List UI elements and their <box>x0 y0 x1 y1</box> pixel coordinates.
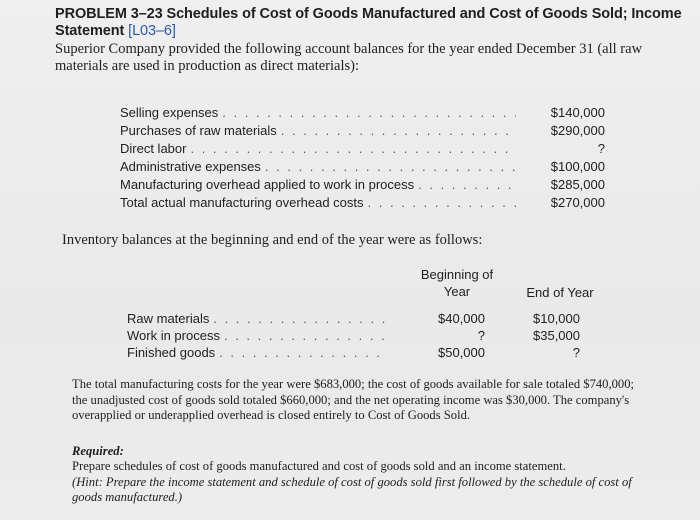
account-row: Purchases of raw materials . . . <box>120 122 520 139</box>
inventory-begin-value: $40,000 <box>438 311 485 326</box>
inventory-row: Work in process . . . <box>127 327 389 344</box>
account-value: $290,000 <box>550 123 605 138</box>
account-row: Total actual manufacturing overhead costs . . . <box>120 194 520 211</box>
column-header-end: End of Year <box>526 285 594 300</box>
account-value: ? <box>597 141 605 156</box>
account-row: Manufacturing overhead applied to work in process . . . <box>120 176 520 193</box>
account-value: $285,000 <box>550 177 605 192</box>
required-hint: (Hint: Prepare the income statement and schedule of cost of goods sold first followed by the schedule of cost of goods manufactured.) <box>72 474 632 504</box>
account-row: Selling expenses . . . <box>120 104 520 121</box>
problem-title-line2: Statement <box>55 23 125 39</box>
account-row: Administrative expenses . . . <box>120 158 520 175</box>
required-text: Prepare schedules of cost of goods manufactured and cost of goods sold and an income statement. <box>72 459 566 473</box>
inventory-row: Raw materials . . . <box>127 310 389 327</box>
account-value: $100,000 <box>550 159 605 174</box>
required-body <box>72 459 652 506</box>
problem-title-line1: PROBLEM 3–23 Schedules of Cost of Goods Manufactured and Cost of Goods Sold; Income <box>55 6 682 22</box>
required-heading: Required: <box>72 444 124 458</box>
inventory-intro: Inventory balances at the beginning and end of the year were as follows: <box>62 232 483 248</box>
problem-intro: Superior Company provided the following account balances for the year ended December 31 (all raw materials are used in production as direct materials): <box>55 41 643 74</box>
inventory-row: Finished goods . . . <box>127 344 389 361</box>
learning-objective-ref: [L03–6] <box>128 23 176 39</box>
narrative-paragraph: The total manufacturing costs for the year were $683,000; the cost of goods available for sale totaled $740,000; the unadjusted cost of goods sold totaled $660,000; and the net operating income was $30,000. The company's overapplied or underapplied overhead is closed entirely to Cost of Goods Sold. <box>72 377 635 422</box>
account-value: $270,000 <box>550 195 605 210</box>
inventory-end-value: $10,000 <box>533 311 580 326</box>
account-value: $140,000 <box>550 105 605 120</box>
account-row: Direct labor . . . <box>120 140 520 157</box>
inventory-end-value: ? <box>572 345 580 360</box>
inventory-begin-value: ? <box>477 328 485 343</box>
inventory-end-value: $35,000 <box>533 328 580 343</box>
inventory-begin-value: $50,000 <box>438 345 485 360</box>
column-header-beginning: Beginning of Year <box>420 267 494 299</box>
problem-title <box>55 6 695 40</box>
